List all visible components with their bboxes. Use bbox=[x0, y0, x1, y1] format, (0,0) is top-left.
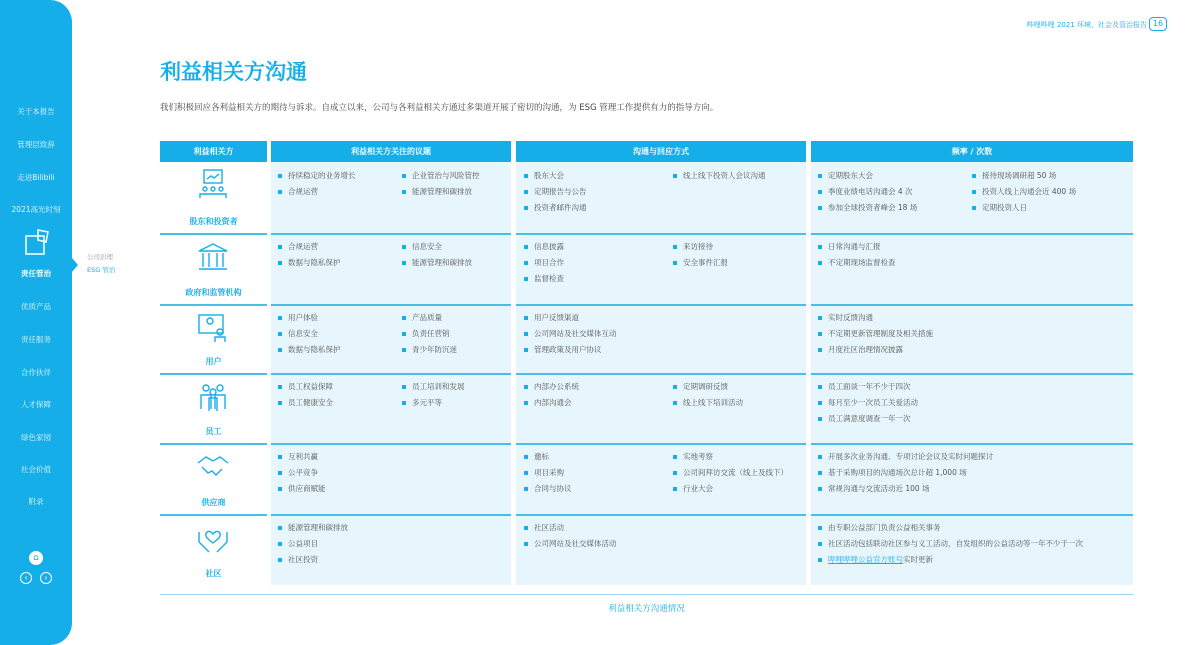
sidebar-item[interactable]: 2021高光时刻 bbox=[11, 205, 61, 214]
list-item: 不定期现场监督检查 bbox=[818, 257, 896, 268]
list-item: 公平竞争 bbox=[278, 467, 318, 478]
list-item: 定期调研反馈 bbox=[673, 381, 728, 392]
list-item: 开展多次业务沟通、专项讨论会议及实时问题探讨 bbox=[818, 451, 993, 462]
list-item: 用户反馈渠道 bbox=[524, 312, 579, 323]
list-item: 企业管治与风险管控 bbox=[402, 170, 480, 181]
list-item: 能源管理和碳排放 bbox=[402, 186, 472, 197]
list-item: 公司网站及社交媒体互动 bbox=[524, 328, 617, 339]
list-item: 信息安全 bbox=[402, 241, 442, 252]
list-item: 行业大会 bbox=[673, 483, 713, 494]
report-title: 哔哩哔哩 2021 环境、社会及管治报告 bbox=[1026, 21, 1147, 29]
list-item: 项目采购 bbox=[524, 467, 564, 478]
list-item: 投资者邮件沟通 bbox=[524, 202, 587, 213]
list-item bbox=[818, 554, 933, 565]
stakeholder-name: 股东和投资者 bbox=[189, 217, 238, 226]
list-item: 参加全球投资者峰会 18 场 bbox=[818, 202, 917, 213]
list-item: 接待现场调研超 50 场 bbox=[972, 170, 1056, 181]
sidebar-item[interactable]: 合作伙伴 bbox=[21, 368, 51, 377]
stakeholder-cell bbox=[160, 373, 267, 443]
list-item: 信息披露 bbox=[524, 241, 564, 252]
prev-button[interactable]: ‹ bbox=[20, 572, 32, 584]
col-header-comm: 沟通与回应方式 bbox=[516, 141, 806, 162]
list-item: 负责任营销 bbox=[402, 328, 450, 339]
sidebar-item[interactable]: 责任管治 bbox=[21, 269, 51, 278]
active-pointer bbox=[72, 258, 78, 272]
comm-cell bbox=[516, 443, 806, 514]
list-item: 员工满意度调查一年一次 bbox=[818, 413, 911, 424]
list-item: 定期投资人日 bbox=[972, 202, 1027, 213]
list-item: 不定期更新管理制度及相关措施 bbox=[818, 328, 933, 339]
sidebar-item[interactable]: 管理层致辞 bbox=[17, 140, 55, 149]
sidebar-item[interactable]: 人才保障 bbox=[21, 400, 51, 409]
list-item: 常规沟通与交流活动近 100 场 bbox=[818, 483, 930, 494]
list-item: 定期股东大会 bbox=[818, 170, 873, 181]
home-button[interactable]: ⌂ bbox=[29, 551, 43, 565]
stakeholder-cell bbox=[160, 162, 267, 233]
sidebar-item[interactable]: 优质产品 bbox=[21, 302, 51, 311]
list-item: 产品质量 bbox=[402, 312, 442, 323]
list-item: 线上线下培训活动 bbox=[673, 397, 743, 408]
list-item: 青少年防沉迷 bbox=[402, 344, 457, 355]
stakeholder-cell bbox=[160, 443, 267, 514]
list-item: 合规运营 bbox=[278, 186, 318, 197]
stakeholder-cell bbox=[160, 233, 267, 304]
list-item: 员工面谈一年不少于四次 bbox=[818, 381, 911, 392]
sidebar bbox=[0, 0, 72, 645]
list-item: 每月至少一次员工关爱活动 bbox=[818, 397, 918, 408]
list-item: 用户体验 bbox=[278, 312, 318, 323]
official-account-link[interactable]: 哔哩哔哩公益官方账号 bbox=[828, 555, 903, 564]
list-item: 实时反馈沟通 bbox=[818, 312, 873, 323]
list-item: 持续稳定的业务增长 bbox=[278, 170, 356, 181]
col-header-freq: 频率 / 次数 bbox=[811, 141, 1133, 162]
stakeholder-icon bbox=[196, 312, 230, 344]
list-item: 实地考察 bbox=[673, 451, 713, 462]
list-item: 能源管理和碳排放 bbox=[402, 257, 472, 268]
page-number: 16 bbox=[1149, 17, 1167, 31]
sub-nav-esg[interactable]: ESG 管治 bbox=[87, 266, 116, 274]
table-caption: 利益相关方沟通情况 bbox=[160, 594, 1133, 614]
sidebar-item[interactable]: 绿色家园 bbox=[21, 433, 51, 442]
list-item: 互利共赢 bbox=[278, 451, 318, 462]
col-header-topics: 利益相关方关注的议题 bbox=[271, 141, 511, 162]
list-item: 安全事件汇报 bbox=[673, 257, 728, 268]
stakeholder-name: 供应商 bbox=[201, 498, 226, 507]
link-suffix: 实时更新 bbox=[903, 555, 933, 564]
list-item: 由专职公益部门负责公益相关事务 bbox=[818, 522, 941, 533]
list-item: 员工权益保障 bbox=[278, 381, 333, 392]
list-item: 合同与协议 bbox=[524, 483, 572, 494]
stakeholder-cell bbox=[160, 514, 267, 585]
stakeholder-icon bbox=[196, 381, 230, 413]
sidebar-item[interactable]: 社会价值 bbox=[21, 465, 51, 474]
list-item: 来访接待 bbox=[673, 241, 713, 252]
list-item: 公益项目 bbox=[278, 538, 318, 549]
stakeholder-icon bbox=[196, 522, 230, 554]
puzzle-icon bbox=[24, 228, 52, 256]
list-item: 线上线下投资人会议沟通 bbox=[673, 170, 766, 181]
list-item: 管理政策及用户协议 bbox=[524, 344, 602, 355]
list-item: 日常沟通与汇报 bbox=[818, 241, 881, 252]
sidebar-item[interactable]: 附录 bbox=[28, 497, 44, 506]
list-item: 多元平等 bbox=[402, 397, 442, 408]
list-item: 定期报告与公告 bbox=[524, 186, 587, 197]
list-item: 内部沟通会 bbox=[524, 397, 572, 408]
list-item: 公司间拜访交流（线上及线下） bbox=[673, 467, 788, 478]
stakeholder-name: 社区 bbox=[205, 569, 222, 578]
sub-nav-governance[interactable]: 公司治理 bbox=[87, 253, 113, 261]
list-item: 投资人线上沟通会近 400 场 bbox=[972, 186, 1076, 197]
stakeholder-icon bbox=[196, 451, 230, 483]
list-item: 监督检查 bbox=[524, 273, 564, 284]
list-item: 供应商赋能 bbox=[278, 483, 326, 494]
intro-text: 我们积极回应各利益相关方的期待与诉求。自成立以来，公司与各利益相关方通过多渠道开展了密切的沟通，为 ESG 管理工作提供有力的指导方向。 bbox=[160, 103, 719, 113]
list-item: 季度业绩电话沟通会 4 次 bbox=[818, 186, 913, 197]
list-item: 信息安全 bbox=[278, 328, 318, 339]
sidebar-item[interactable]: 走进Bilibili bbox=[17, 173, 55, 182]
stakeholder-cell bbox=[160, 304, 267, 373]
list-item: 社区活动包括联动社区参与义工活动，自发组织的公益活动等一年不少于一次 bbox=[818, 538, 1083, 549]
stakeholder-name: 用户 bbox=[205, 357, 222, 366]
list-item: 员工培训和发展 bbox=[402, 381, 465, 392]
page-title: 利益相关方沟通 bbox=[160, 60, 307, 84]
stakeholder-icon bbox=[196, 168, 230, 200]
stakeholder-name: 政府和监管机构 bbox=[185, 288, 242, 297]
list-item: 数据与隐私保护 bbox=[278, 257, 341, 268]
list-item: 基于采购项目的沟通场次总计超 1,000 场 bbox=[818, 467, 967, 478]
sidebar-item[interactable]: 责任服务 bbox=[21, 335, 51, 344]
next-button[interactable]: › bbox=[40, 572, 52, 584]
list-item: 合规运营 bbox=[278, 241, 318, 252]
sidebar-item[interactable]: 关于本报告 bbox=[17, 107, 55, 116]
list-item: 员工健康安全 bbox=[278, 397, 333, 408]
list-item: 项目合作 bbox=[524, 257, 564, 268]
list-item: 能源管理和碳排放 bbox=[278, 522, 348, 533]
list-item: 数据与隐私保护 bbox=[278, 344, 341, 355]
col-header-stakeholder: 利益相关方 bbox=[160, 141, 267, 162]
stakeholder-name: 员工 bbox=[205, 427, 222, 436]
stakeholder-icon bbox=[196, 241, 230, 273]
list-item: 月度社区治理情况披露 bbox=[818, 344, 903, 355]
list-item: 内部办公系统 bbox=[524, 381, 579, 392]
list-item: 公司网站及社交媒体活动 bbox=[524, 538, 617, 549]
list-item: 邀标 bbox=[524, 451, 549, 462]
list-item: 社区投资 bbox=[278, 554, 318, 565]
list-item: 社区活动 bbox=[524, 522, 564, 533]
list-item: 股东大会 bbox=[524, 170, 564, 181]
